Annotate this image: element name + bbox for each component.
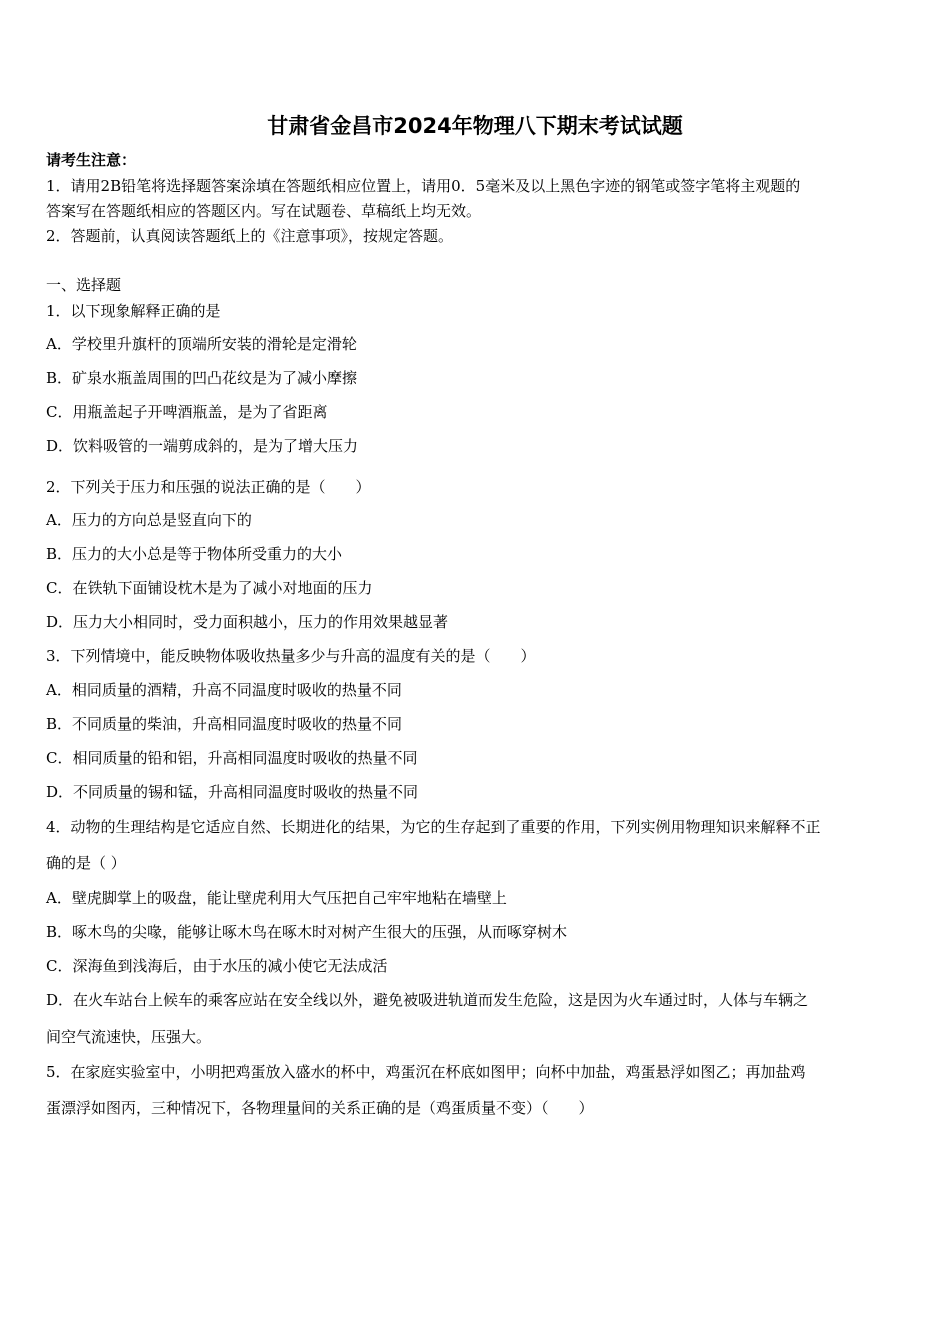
- notice-line-3: 2．答题前，认真阅读答题纸上的《注意事项》，按规定答题。: [46, 227, 454, 245]
- question-2-option-d: D．压力大小相同时，受力面积越小，压力的作用效果越显著: [46, 613, 449, 631]
- section-heading: 一、选择题: [46, 276, 122, 294]
- question-1-option-c: C．用瓶盖起子开啤酒瓶盖，是为了省距离: [46, 403, 328, 421]
- question-4-stem-line-2: 确的是（ ）: [46, 854, 126, 872]
- question-2-stem: 2．下列关于压力和压强的说法正确的是（ ）: [46, 478, 371, 496]
- question-2-option-a: A．压力的方向总是竖直向下的: [46, 511, 252, 529]
- question-4-option-d-line-1: D．在火车站台上候车的乘客应站在安全线以外，避免被吸进轨道而发生危险，这是因为火车通过时，人体与车辆之: [46, 991, 809, 1009]
- notice-line-1: 1．请用2B铅笔将选择题答案涂填在答题纸相应位置上，请用0．5毫米及以上黑色字迹的钢笔或签字笔将主观题的: [46, 177, 801, 195]
- question-3-option-b: B．不同质量的柴油，升高相同温度时吸收的热量不同: [46, 715, 403, 733]
- question-3-option-c: C．相同质量的铅和铝，升高相同温度时吸收的热量不同: [46, 749, 418, 767]
- page-title: 甘肃省金昌市2024年物理八下期末考试试题: [267, 114, 683, 138]
- question-3-option-d: D．不同质量的锡和锰，升高相同温度时吸收的热量不同: [46, 783, 419, 801]
- question-3-stem: 3．下列情境中，能反映物体吸收热量多少与升高的温度有关的是（ ）: [46, 647, 536, 665]
- question-1-option-d: D．饮料吸管的一端剪成斜的，是为了增大压力: [46, 437, 359, 455]
- notice-heading: 请考生注意：: [46, 151, 137, 169]
- question-4-option-d-line-2: 间空气流速快，压强大。: [46, 1028, 212, 1046]
- question-1-option-a: A．学校里升旗杆的顶端所安装的滑轮是定滑轮: [46, 335, 357, 353]
- question-1-option-b: B．矿泉水瓶盖周围的凹凸花纹是为了减小摩擦: [46, 369, 358, 387]
- question-2-option-b: B．压力的大小总是等于物体所受重力的大小: [46, 545, 343, 563]
- question-4-option-c: C．深海鱼到浅海后，由于水压的减小使它无法成活: [46, 957, 388, 975]
- question-1-stem: 1．以下现象解释正确的是: [46, 302, 221, 320]
- question-4-stem-line-1: 4．动物的生理结构是它适应自然、长期进化的结果，为它的生存起到了重要的作用，下列实例用物理知识来解释不正: [46, 818, 821, 836]
- question-4-option-b: B．啄木鸟的尖喙，能够让啄木鸟在啄木时对树产生很大的压强，从而啄穿树木: [46, 923, 568, 941]
- question-4-option-a: A．壁虎脚掌上的吸盘，能让壁虎利用大气压把自己牢牢地粘在墙壁上: [46, 889, 507, 907]
- question-3-option-a: A．相同质量的酒精，升高不同温度时吸收的热量不同: [46, 681, 402, 699]
- notice-line-2: 答案写在答题纸相应的答题区内。写在试题卷、草稿纸上均无效。: [46, 202, 482, 220]
- question-2-option-c: C．在铁轨下面铺设枕木是为了减小对地面的压力: [46, 579, 373, 597]
- question-5-stem-line-1: 5．在家庭实验室中，小明把鸡蛋放入盛水的杯中，鸡蛋沉在杯底如图甲；向杯中加盐，鸡蛋悬浮如图乙；再加盐鸡: [46, 1063, 806, 1081]
- question-5-stem-line-2: 蛋漂浮如图丙，三种情况下，各物理量间的关系正确的是（鸡蛋质量不变）（ ）: [46, 1099, 594, 1117]
